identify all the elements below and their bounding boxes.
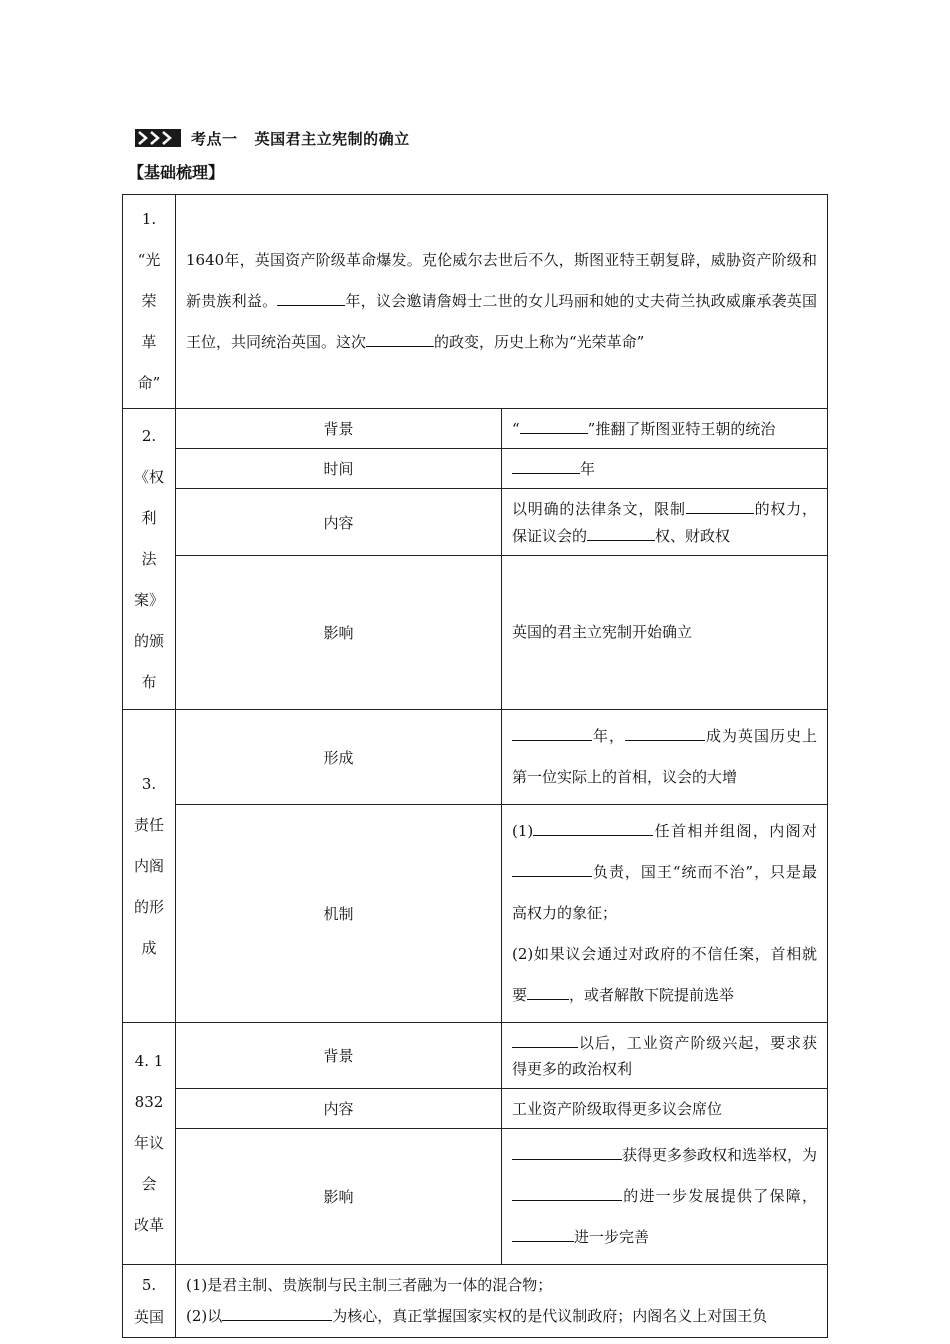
table-row (123, 1089, 828, 1129)
row-label: 内容 (176, 489, 502, 556)
summary-table (122, 194, 828, 1338)
section-content: 1640年，英国资产阶级革命爆发。克伦威尔去世后不久，斯图亚特王朝复辟，威胁资产阶级和新贵族利益。 年，议会邀请詹姆士二世的女儿玛丽和她的丈夫荷兰执政威廉承袭英国王位，共同统治英国。这次 的政变，历史上称为“光荣革命” (176, 195, 828, 409)
row-content: 工业资产阶级取得更多议会席位 (502, 1089, 828, 1129)
section-content: (1)是君主制、贵族制与民主制三者融为一体的混合物； (2)以 为核心，真正掌握国家实权的是代议制政府；内阁名义上对国王负 (176, 1265, 828, 1338)
table-row (123, 195, 828, 409)
row-content: (1) 任首相并组阁，内阁对负责，国王“统而不治”，只是最高权力的象征； (2)如果议会通过对政府的不信任案，首相就要 ，或者解散下院提前选举 (502, 805, 828, 1023)
fill-blank[interactable] (587, 522, 655, 541)
fill-blank[interactable] (520, 415, 588, 434)
table-row (123, 449, 828, 489)
fill-blank[interactable] (512, 1029, 578, 1048)
fill-blank[interactable] (366, 328, 434, 347)
fill-blank[interactable] (625, 722, 705, 741)
table-row (123, 805, 828, 1023)
section-label: 4. 1 832 年议 会 改革 (123, 1023, 176, 1265)
fill-blank[interactable] (222, 1302, 332, 1321)
row-label: 影响 (176, 556, 502, 710)
row-label: 背景 (176, 409, 502, 449)
fill-blank[interactable] (277, 287, 345, 306)
fill-blank[interactable] (512, 1182, 622, 1201)
fill-blank[interactable] (512, 1223, 574, 1242)
row-label: 内容 (176, 1089, 502, 1129)
table-row (123, 409, 828, 449)
table-row (123, 1265, 828, 1338)
fill-blank[interactable] (533, 817, 653, 836)
table-row (123, 556, 828, 710)
row-content: 英国的君主立宪制开始确立 (502, 556, 828, 710)
row-label: 背景 (176, 1023, 502, 1089)
row-label: 时间 (176, 449, 502, 489)
fill-blank[interactable] (686, 495, 754, 514)
table-row (123, 489, 828, 556)
subheading: 【基础梳理】 (128, 163, 225, 182)
row-content: 获得更多参政权和选举权，为的进一步发展提供了保障，进一步完善 (502, 1129, 828, 1265)
row-label: 影响 (176, 1129, 502, 1265)
table-row (123, 1023, 828, 1089)
section-label: 5. 英国 (123, 1265, 176, 1338)
row-content: 以明确的法律条文，限制 的权力，保证议会的 权、财政权 (502, 489, 828, 556)
fill-blank[interactable] (512, 1141, 622, 1160)
triple-chevron-icon (135, 129, 181, 147)
fill-blank[interactable] (512, 858, 592, 877)
heading-title: 考点一 英国君主立宪制的确立 (191, 129, 410, 148)
row-content: 年， 成为英国历史上第一位实际上的首相，议会的大增 (502, 710, 828, 805)
row-label: 机制 (176, 805, 502, 1023)
fill-blank[interactable] (512, 455, 580, 474)
row-content: “ ”推翻了斯图亚特王朝的统治 (502, 409, 828, 449)
table-row (123, 1129, 828, 1265)
section-heading (135, 126, 410, 150)
section-label: 3. 责任 内阁 的形 成 (123, 710, 176, 1023)
row-content: 以后，工业资产阶级兴起，要求获得更多的政治权利 (502, 1023, 828, 1089)
row-label: 形成 (176, 710, 502, 805)
row-content: 年 (502, 449, 828, 489)
table-row (123, 710, 828, 805)
section-label: 1. “光 荣 革 命” (123, 195, 176, 409)
fill-blank[interactable] (512, 722, 592, 741)
section-label: 2. 《权 利 法 案》 的颁 布 (123, 409, 176, 710)
fill-blank[interactable] (527, 981, 569, 1000)
